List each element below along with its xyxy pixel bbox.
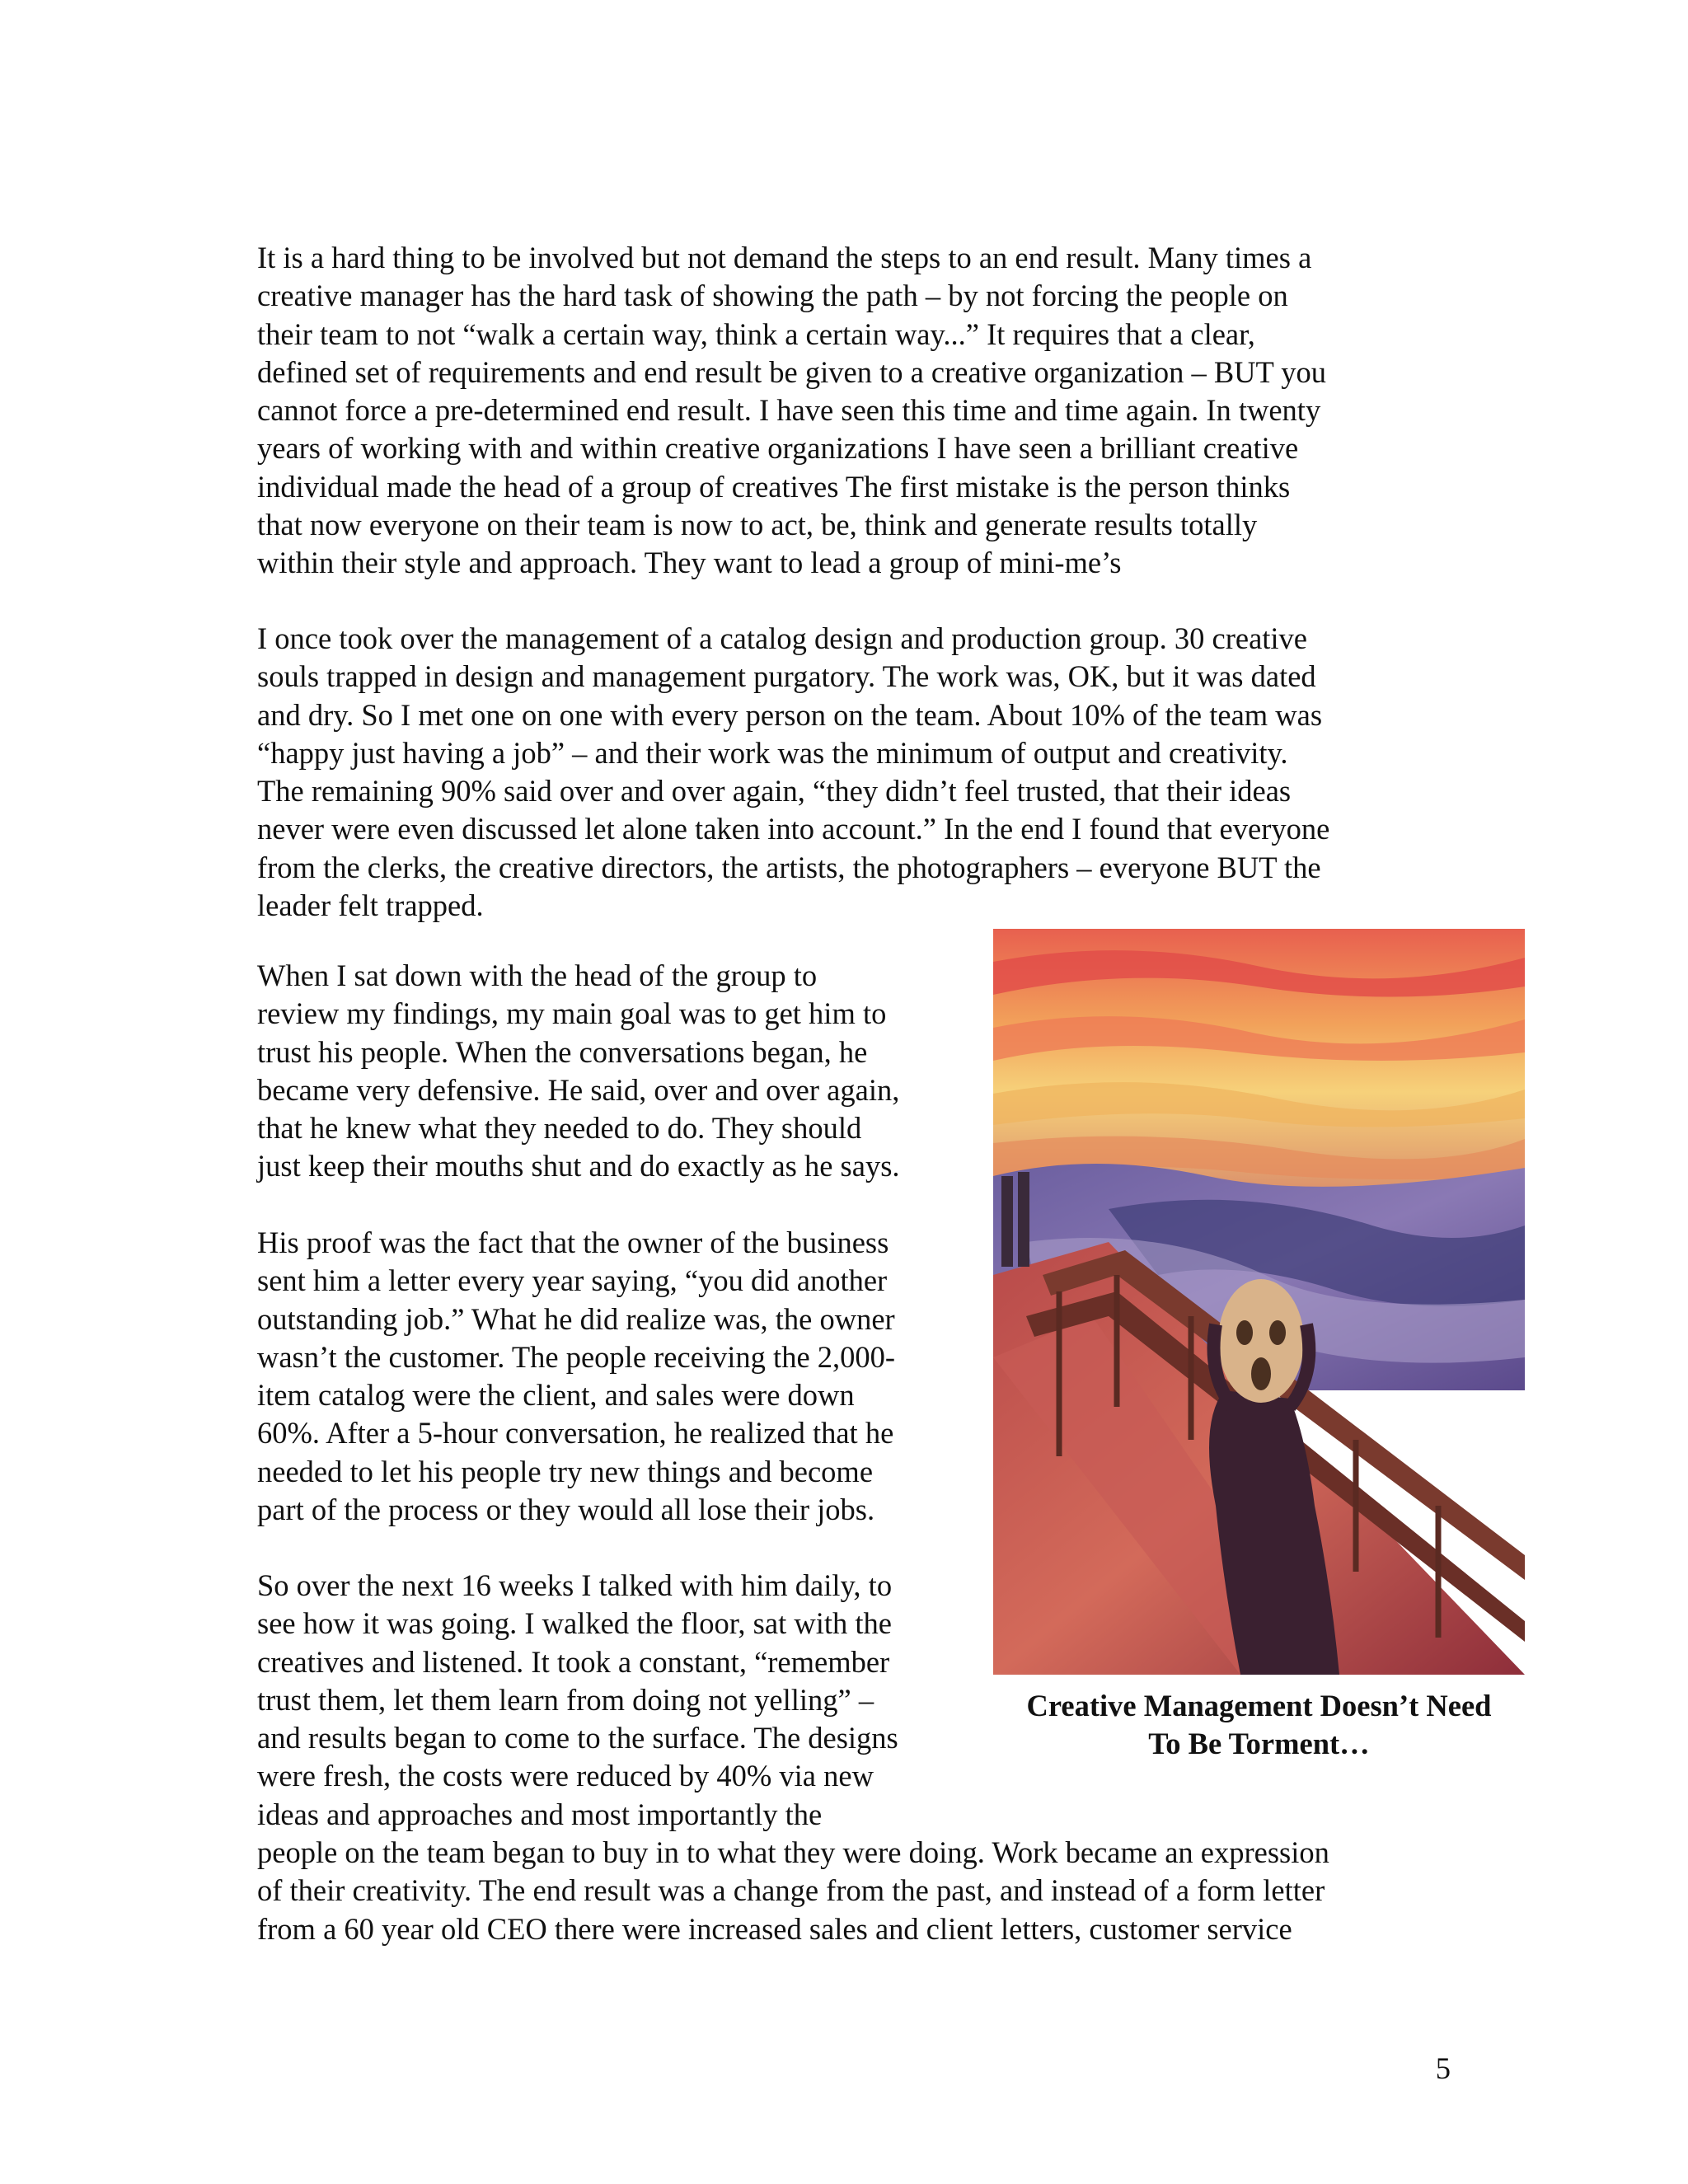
paragraph-proof: His proof was the fact that the owner of the business sent him a letter every year saying, “you did another outstanding job.” What he did realize was, the owner wasn’t the customer. The people receiving the 2,000- item catalog were the client, and sales were down 60%. After a 5-hour conversation, he realized that he needed to let his people try new things and become part of the process or they would all lose their jobs. — [257, 1226, 896, 1527]
paragraph-intro: It is a hard thing to be involved but not demand the steps to an end result. Many times a creative manager has the hard task of showing the path – by not forcing the people on their team to not “walk a certain way, think a certain way...” It requires that a clear, defined set of requirements and end result be given to a creative organization – BUT you cannot force a pre-determined end result. I have seen this time and time again. In twenty years of working with and within creative organizations I have seen a brilliant creative individual made the head of a group of creatives The first mistake is the person thinks that now everyone on their team is now to act, be, think and generate results totally within their style and approach. They want to lead a group of mini-me’s — [257, 241, 1327, 580]
scream-painting-image — [993, 929, 1525, 1675]
paragraph-results: So over the next 16 weeks I talked with him daily, to see how it was going. I walked the floor, sat with the creatives and listened. It took a constant, “remember trust them, let them learn from doing not yelling” – and results began to come to the surface. The designs were fresh, the costs were reduced by 40% via new ideas and approaches and most importantly the people on the team began to buy in to what they were doing. Work became an expression of their creativity. The end result was a change from the past, and instead of a form letter from a 60 year old CEO there were increased sales and client letters, customer service — [257, 1568, 1329, 1946]
figure-caption: Creative Management Doesn’t Need To Be Torment… — [1026, 1689, 1492, 1760]
page-number: 5 — [1435, 2051, 1451, 2085]
paragraph-meeting-head: When I sat down with the head of the group to review my findings, my main goal was to get him to trust his people. When the conversations began, he became very defensive. He said, over and over again, that he knew what they needed to do. They should just keep their mouths shut and do exactly as he says. — [257, 958, 900, 1183]
paragraph-catalog-group: I once took over the management of a catalog design and production group. 30 creative souls trapped in design and management purgatory. The work was, OK, but it was dated and dry. So I met one on one with every person on the team. About 10% of the team was “happy just having a job” – and their work was the minimum of output and creativity. The remaining 90% said over and over again, “they didn’t feel trusted, that their ideas never were even discussed let alone taken into account.” In the end I found that everyone from the clerks, the creative directors, the artists, the photographers – everyone BUT the leader felt trapped. — [257, 621, 1330, 923]
